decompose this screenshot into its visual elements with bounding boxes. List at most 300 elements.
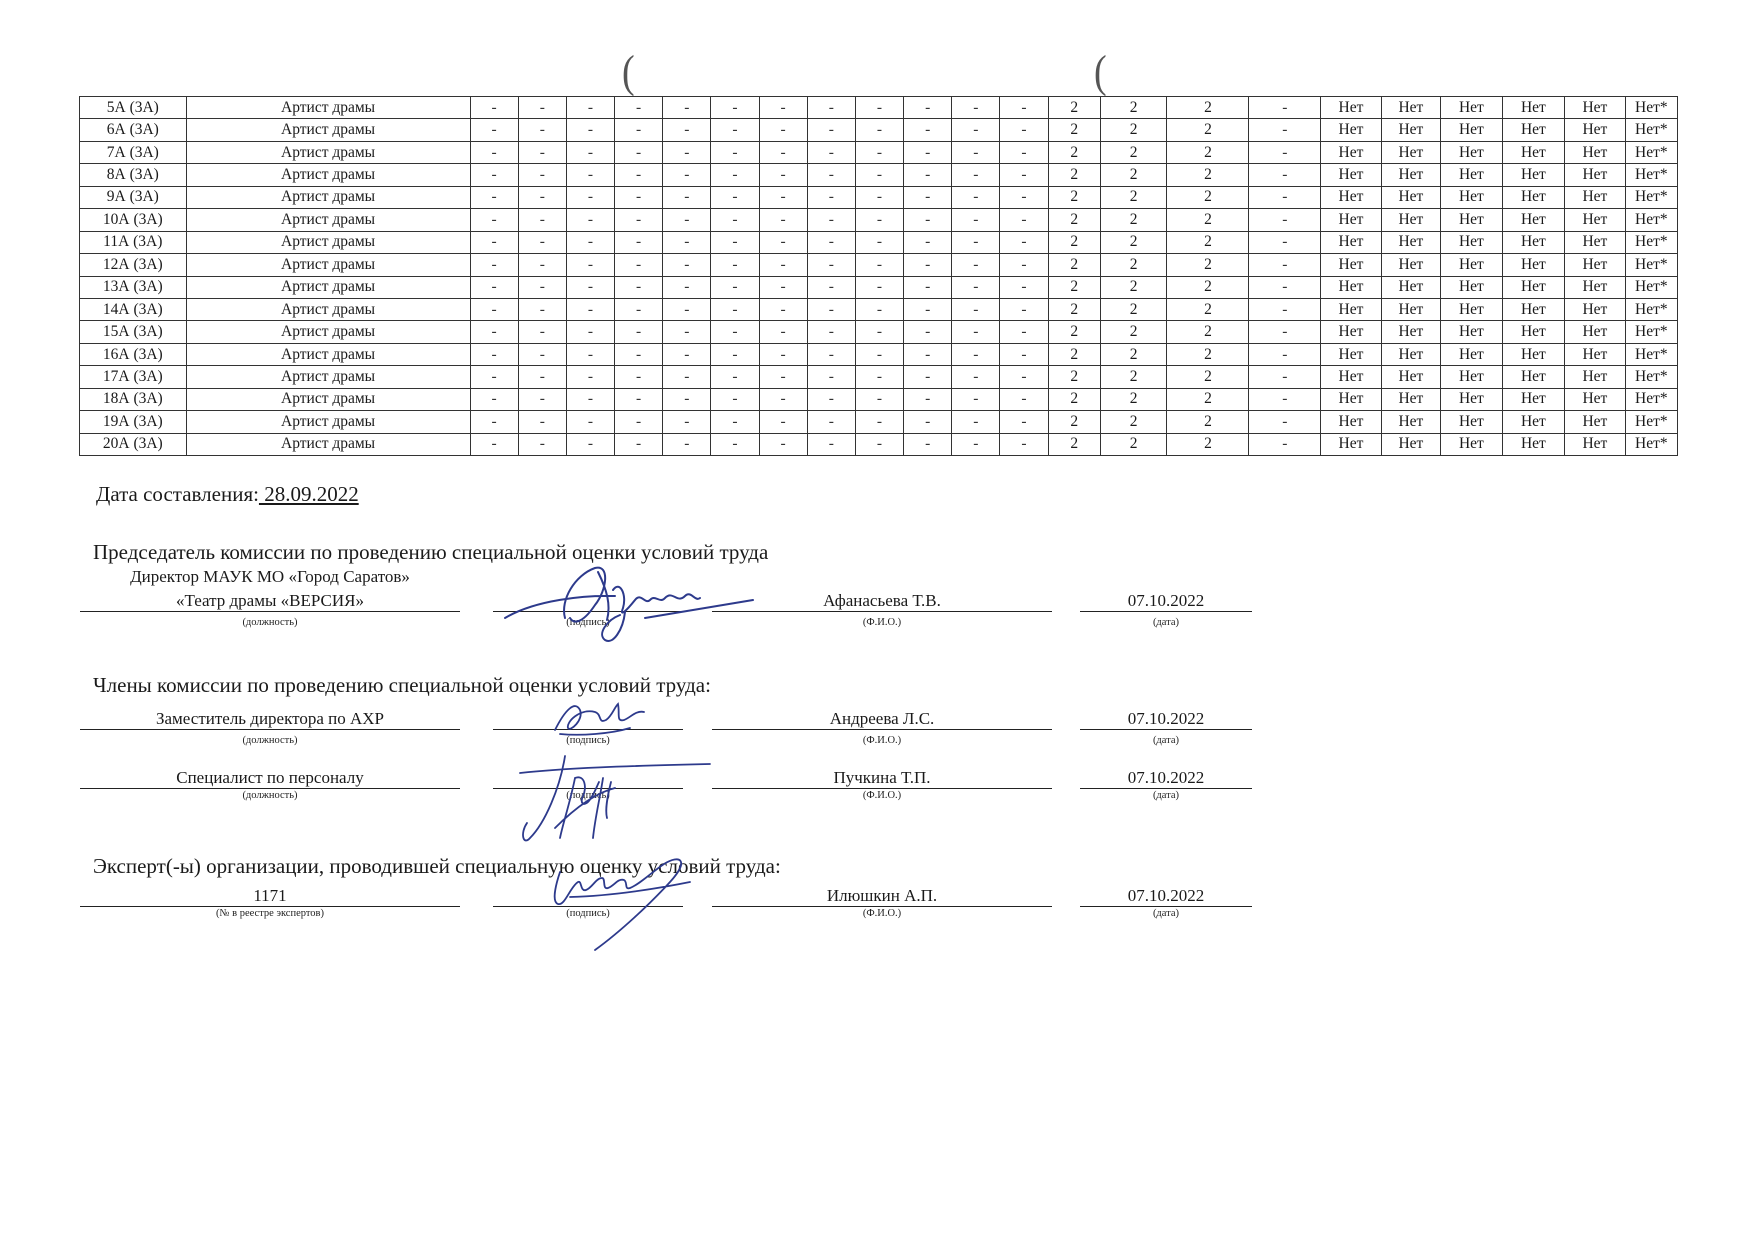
value-cell: Нет*: [1625, 433, 1677, 455]
job-title-cell: Артист драмы: [186, 343, 470, 365]
value-cell: Нет: [1441, 186, 1503, 208]
value-cell: Нет: [1321, 141, 1381, 163]
value-cell: -: [663, 276, 711, 298]
workplace-number-cell: 7А (3А): [80, 141, 187, 163]
value-cell: 2: [1100, 164, 1167, 186]
value-cell: 2: [1100, 97, 1167, 119]
value-cell: -: [518, 164, 566, 186]
member1-position: Заместитель директора по АХР: [80, 709, 460, 730]
value-cell: Нет: [1381, 298, 1440, 320]
job-title-cell: Артист драмы: [186, 164, 470, 186]
value-cell: -: [807, 433, 855, 455]
table-row: [80, 231, 1678, 253]
value-cell: -: [807, 97, 855, 119]
value-cell: -: [615, 97, 663, 119]
value-cell: Нет: [1502, 119, 1565, 141]
value-cell: Нет: [1441, 231, 1503, 253]
job-title-cell: Артист драмы: [186, 366, 470, 388]
value-cell: -: [566, 209, 614, 231]
value-cell: -: [855, 321, 903, 343]
value-cell: -: [566, 97, 614, 119]
value-cell: Нет*: [1625, 254, 1677, 276]
value-cell: -: [615, 231, 663, 253]
value-cell: -: [952, 254, 1000, 276]
value-cell: -: [807, 276, 855, 298]
value-cell: 2: [1100, 231, 1167, 253]
value-cell: -: [1000, 209, 1048, 231]
value-cell: Нет: [1565, 209, 1625, 231]
job-title-cell: Артист драмы: [186, 433, 470, 455]
value-cell: -: [470, 164, 518, 186]
value-cell: -: [855, 209, 903, 231]
value-cell: -: [711, 141, 759, 163]
value-cell: Нет: [1381, 231, 1440, 253]
value-cell: Нет: [1565, 343, 1625, 365]
job-title-cell: Артист драмы: [186, 231, 470, 253]
value-cell: 2: [1100, 321, 1167, 343]
value-cell: -: [518, 186, 566, 208]
chairman-signature: [495, 560, 765, 655]
value-cell: -: [615, 119, 663, 141]
value-cell: Нет: [1441, 388, 1503, 410]
value-cell: -: [615, 186, 663, 208]
value-cell: 2: [1167, 141, 1249, 163]
value-cell: 2: [1100, 388, 1167, 410]
value-cell: -: [952, 411, 1000, 433]
member1-name: Андреева Л.С.: [712, 709, 1052, 730]
value-cell: Нет: [1565, 97, 1625, 119]
value-cell: -: [807, 321, 855, 343]
value-cell: -: [1000, 343, 1048, 365]
value-cell: -: [807, 141, 855, 163]
value-cell: -: [711, 254, 759, 276]
value-cell: -: [1249, 186, 1321, 208]
value-cell: -: [470, 433, 518, 455]
value-cell: Нет: [1565, 276, 1625, 298]
value-cell: 2: [1100, 411, 1167, 433]
value-cell: Нет: [1565, 298, 1625, 320]
value-cell: Нет: [1502, 343, 1565, 365]
caption-signature: (подпись): [566, 617, 610, 628]
value-cell: -: [904, 366, 952, 388]
value-cell: -: [566, 411, 614, 433]
value-cell: -: [759, 97, 807, 119]
value-cell: -: [1249, 254, 1321, 276]
value-cell: Нет: [1502, 388, 1565, 410]
value-cell: Нет: [1502, 231, 1565, 253]
value-cell: 2: [1167, 433, 1249, 455]
value-cell: -: [663, 209, 711, 231]
value-cell: -: [855, 186, 903, 208]
value-cell: -: [855, 97, 903, 119]
value-cell: -: [566, 343, 614, 365]
value-cell: Нет: [1502, 298, 1565, 320]
value-cell: Нет: [1502, 321, 1565, 343]
value-cell: 2: [1167, 298, 1249, 320]
value-cell: -: [759, 209, 807, 231]
value-cell: 2: [1167, 209, 1249, 231]
value-cell: -: [615, 411, 663, 433]
table-row: [80, 433, 1678, 455]
value-cell: -: [566, 366, 614, 388]
value-cell: Нет: [1565, 388, 1625, 410]
value-cell: 2: [1048, 388, 1100, 410]
value-cell: -: [904, 298, 952, 320]
job-title-cell: Артист драмы: [186, 321, 470, 343]
value-cell: Нет: [1502, 411, 1565, 433]
value-cell: 2: [1167, 411, 1249, 433]
job-title-cell: Артист драмы: [186, 298, 470, 320]
value-cell: Нет: [1565, 186, 1625, 208]
value-cell: Нет: [1565, 231, 1625, 253]
value-cell: -: [1000, 254, 1048, 276]
value-cell: 2: [1167, 388, 1249, 410]
value-cell: Нет: [1441, 209, 1503, 231]
member2-position: Специалист по персоналу: [80, 768, 460, 789]
value-cell: -: [470, 209, 518, 231]
value-cell: Нет: [1381, 343, 1440, 365]
value-cell: -: [566, 186, 614, 208]
value-cell: -: [711, 298, 759, 320]
value-cell: -: [855, 411, 903, 433]
value-cell: 2: [1167, 97, 1249, 119]
value-cell: Нет: [1502, 366, 1565, 388]
value-cell: -: [904, 433, 952, 455]
value-cell: Нет: [1321, 433, 1381, 455]
members-heading: Члены комиссии по проведению специальной оценки условий труда:: [93, 673, 711, 697]
value-cell: 2: [1048, 97, 1100, 119]
value-cell: -: [759, 141, 807, 163]
value-cell: -: [759, 343, 807, 365]
expert-signature: [540, 842, 730, 952]
value-cell: -: [904, 231, 952, 253]
member2-date: 07.10.2022: [1080, 768, 1252, 789]
value-cell: -: [470, 119, 518, 141]
value-cell: -: [663, 343, 711, 365]
value-cell: Нет: [1565, 141, 1625, 163]
value-cell: -: [807, 209, 855, 231]
value-cell: -: [1000, 321, 1048, 343]
value-cell: -: [952, 321, 1000, 343]
value-cell: Нет: [1381, 141, 1440, 163]
value-cell: -: [759, 321, 807, 343]
value-cell: Нет: [1502, 97, 1565, 119]
value-cell: Нет: [1441, 298, 1503, 320]
value-cell: Нет: [1381, 276, 1440, 298]
value-cell: -: [711, 164, 759, 186]
value-cell: 2: [1048, 119, 1100, 141]
job-title-cell: Артист драмы: [186, 411, 470, 433]
value-cell: 2: [1167, 276, 1249, 298]
workplace-number-cell: 5А (3А): [80, 97, 187, 119]
value-cell: -: [855, 388, 903, 410]
value-cell: Нет: [1321, 231, 1381, 253]
job-title-cell: Артист драмы: [186, 276, 470, 298]
value-cell: -: [952, 343, 1000, 365]
value-cell: -: [566, 254, 614, 276]
value-cell: -: [711, 343, 759, 365]
value-cell: Нет: [1321, 276, 1381, 298]
value-cell: -: [1249, 231, 1321, 253]
value-cell: -: [952, 97, 1000, 119]
value-cell: Нет: [1565, 321, 1625, 343]
table-row: [80, 141, 1678, 163]
value-cell: -: [518, 343, 566, 365]
value-cell: 2: [1048, 411, 1100, 433]
value-cell: 2: [1100, 186, 1167, 208]
value-cell: -: [518, 119, 566, 141]
caption-signature: (подпись): [566, 735, 610, 746]
value-cell: Нет: [1321, 321, 1381, 343]
value-cell: 2: [1100, 209, 1167, 231]
value-cell: 2: [1048, 254, 1100, 276]
table-row: [80, 298, 1678, 320]
caption-date: (дата): [1152, 735, 1180, 746]
workplace-number-cell: 9А (3А): [80, 186, 187, 208]
workplace-number-cell: 16А (3А): [80, 343, 187, 365]
value-cell: -: [566, 276, 614, 298]
value-cell: Нет: [1441, 164, 1503, 186]
value-cell: -: [663, 186, 711, 208]
value-cell: -: [855, 141, 903, 163]
value-cell: -: [566, 321, 614, 343]
compilation-date-value: 28.09.2022: [258, 482, 359, 506]
value-cell: -: [711, 388, 759, 410]
value-cell: -: [952, 186, 1000, 208]
value-cell: -: [904, 388, 952, 410]
value-cell: -: [1000, 164, 1048, 186]
workplace-number-cell: 15А (3А): [80, 321, 187, 343]
value-cell: -: [904, 186, 952, 208]
value-cell: -: [1249, 343, 1321, 365]
value-cell: Нет: [1321, 119, 1381, 141]
member1-date: 07.10.2022: [1080, 709, 1252, 730]
value-cell: -: [855, 366, 903, 388]
value-cell: -: [904, 141, 952, 163]
value-cell: 2: [1100, 433, 1167, 455]
value-cell: -: [470, 321, 518, 343]
punch-hole-mark: (: [1094, 46, 1107, 98]
value-cell: 2: [1048, 186, 1100, 208]
value-cell: -: [470, 141, 518, 163]
value-cell: -: [904, 411, 952, 433]
workplace-number-cell: 8А (3А): [80, 164, 187, 186]
value-cell: -: [566, 433, 614, 455]
value-cell: Нет: [1502, 433, 1565, 455]
value-cell: Нет: [1321, 254, 1381, 276]
value-cell: -: [807, 231, 855, 253]
compilation-date: [96, 482, 359, 507]
workplace-number-cell: 6А (3А): [80, 119, 187, 141]
table-row: [80, 343, 1678, 365]
value-cell: -: [1000, 231, 1048, 253]
value-cell: -: [855, 119, 903, 141]
value-cell: -: [518, 231, 566, 253]
value-cell: -: [904, 343, 952, 365]
value-cell: -: [952, 276, 1000, 298]
value-cell: -: [566, 119, 614, 141]
value-cell: 2: [1100, 298, 1167, 320]
value-cell: -: [663, 254, 711, 276]
value-cell: -: [615, 209, 663, 231]
value-cell: -: [855, 164, 903, 186]
workplace-number-cell: 14А (3А): [80, 298, 187, 320]
value-cell: Нет: [1321, 411, 1381, 433]
value-cell: -: [711, 97, 759, 119]
value-cell: -: [1000, 411, 1048, 433]
value-cell: Нет*: [1625, 119, 1677, 141]
value-cell: -: [615, 343, 663, 365]
value-cell: 2: [1048, 164, 1100, 186]
value-cell: Нет: [1381, 254, 1440, 276]
job-title-cell: Артист драмы: [186, 97, 470, 119]
value-cell: -: [1000, 97, 1048, 119]
table-row: [80, 164, 1678, 186]
value-cell: -: [566, 164, 614, 186]
value-cell: Нет*: [1625, 231, 1677, 253]
value-cell: 2: [1100, 343, 1167, 365]
value-cell: -: [615, 433, 663, 455]
value-cell: -: [470, 388, 518, 410]
value-cell: 2: [1167, 119, 1249, 141]
value-cell: Нет: [1502, 186, 1565, 208]
member2-name: Пучкина Т.П.: [712, 768, 1052, 789]
table-row: [80, 97, 1678, 119]
value-cell: 2: [1167, 254, 1249, 276]
value-cell: -: [615, 366, 663, 388]
value-cell: -: [904, 119, 952, 141]
value-cell: Нет: [1381, 164, 1440, 186]
value-cell: -: [663, 388, 711, 410]
value-cell: Нет: [1321, 186, 1381, 208]
value-cell: Нет*: [1625, 321, 1677, 343]
value-cell: -: [807, 254, 855, 276]
value-cell: -: [615, 388, 663, 410]
value-cell: -: [952, 141, 1000, 163]
value-cell: -: [807, 186, 855, 208]
value-cell: Нет: [1381, 209, 1440, 231]
value-cell: -: [518, 411, 566, 433]
value-cell: -: [663, 231, 711, 253]
value-cell: Нет: [1441, 276, 1503, 298]
workplace-number-cell: 18А (3А): [80, 388, 187, 410]
value-cell: -: [711, 433, 759, 455]
value-cell: Нет*: [1625, 141, 1677, 163]
value-cell: -: [1249, 141, 1321, 163]
value-cell: -: [470, 343, 518, 365]
value-cell: -: [518, 254, 566, 276]
value-cell: Нет: [1441, 141, 1503, 163]
value-cell: -: [663, 321, 711, 343]
workplace-number-cell: 17А (3А): [80, 366, 187, 388]
workplace-number-cell: 11А (3А): [80, 231, 187, 253]
value-cell: -: [759, 186, 807, 208]
value-cell: -: [904, 97, 952, 119]
table-row: [80, 321, 1678, 343]
table-row: [80, 186, 1678, 208]
value-cell: -: [615, 298, 663, 320]
value-cell: 2: [1048, 231, 1100, 253]
value-cell: -: [663, 411, 711, 433]
value-cell: -: [952, 433, 1000, 455]
value-cell: Нет: [1381, 411, 1440, 433]
value-cell: Нет: [1321, 388, 1381, 410]
table-row: [80, 276, 1678, 298]
value-cell: Нет: [1565, 366, 1625, 388]
value-cell: Нет: [1321, 164, 1381, 186]
table-row: [80, 254, 1678, 276]
value-cell: Нет: [1441, 254, 1503, 276]
value-cell: -: [759, 164, 807, 186]
value-cell: -: [470, 254, 518, 276]
expert-heading: Эксперт(-ы) организации, проводившей специальную оценку условий труда:: [93, 854, 781, 878]
value-cell: -: [470, 231, 518, 253]
value-cell: -: [952, 298, 1000, 320]
value-cell: -: [1249, 388, 1321, 410]
chairman-heading: Председатель комиссии по проведению специальной оценки условий труда: [93, 540, 769, 564]
value-cell: -: [518, 97, 566, 119]
value-cell: -: [615, 276, 663, 298]
caption-position: (должность): [242, 735, 298, 746]
value-cell: 2: [1048, 298, 1100, 320]
value-cell: -: [711, 119, 759, 141]
value-cell: 2: [1048, 366, 1100, 388]
value-cell: -: [470, 411, 518, 433]
value-cell: -: [759, 119, 807, 141]
value-cell: -: [1249, 366, 1321, 388]
value-cell: -: [711, 231, 759, 253]
value-cell: -: [518, 388, 566, 410]
value-cell: Нет*: [1625, 276, 1677, 298]
value-cell: -: [855, 254, 903, 276]
value-cell: 2: [1100, 366, 1167, 388]
value-cell: -: [711, 209, 759, 231]
value-cell: Нет: [1441, 321, 1503, 343]
value-cell: -: [759, 411, 807, 433]
chairman-position-line1: Директор МАУК МО «Город Саратов»: [130, 567, 410, 586]
value-cell: -: [759, 388, 807, 410]
value-cell: 2: [1048, 433, 1100, 455]
value-cell: -: [855, 298, 903, 320]
value-cell: -: [855, 276, 903, 298]
value-cell: -: [470, 97, 518, 119]
value-cell: -: [904, 276, 952, 298]
value-cell: -: [807, 366, 855, 388]
value-cell: -: [1000, 366, 1048, 388]
value-cell: -: [1249, 97, 1321, 119]
value-cell: 2: [1167, 366, 1249, 388]
punch-hole-mark: (: [622, 46, 635, 98]
value-cell: Нет*: [1625, 186, 1677, 208]
value-cell: Нет: [1565, 119, 1625, 141]
value-cell: -: [807, 343, 855, 365]
value-cell: 2: [1048, 321, 1100, 343]
caption-signature: (подпись): [566, 908, 610, 919]
value-cell: Нет*: [1625, 298, 1677, 320]
value-cell: Нет: [1565, 254, 1625, 276]
value-cell: Нет*: [1625, 343, 1677, 365]
value-cell: Нет: [1381, 321, 1440, 343]
value-cell: Нет: [1321, 209, 1381, 231]
value-cell: Нет: [1441, 433, 1503, 455]
value-cell: -: [1000, 186, 1048, 208]
value-cell: -: [952, 388, 1000, 410]
value-cell: 2: [1048, 209, 1100, 231]
caption-fio: (Ф.И.О.): [862, 790, 902, 801]
value-cell: 2: [1100, 141, 1167, 163]
value-cell: -: [470, 366, 518, 388]
workplace-number-cell: 19А (3А): [80, 411, 187, 433]
